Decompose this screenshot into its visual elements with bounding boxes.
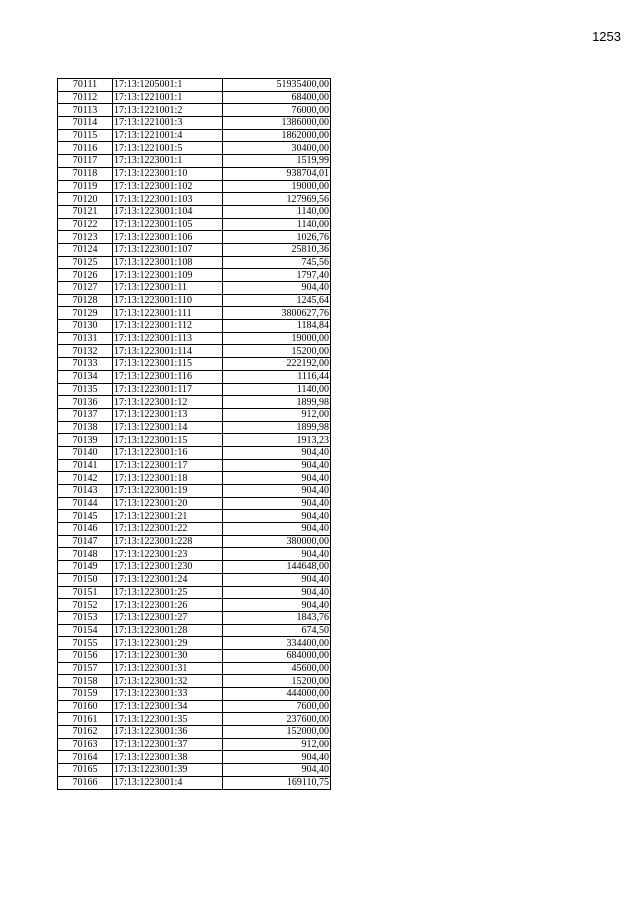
table-row [58, 269, 331, 282]
table-row [58, 142, 331, 155]
cadastral-number-cell: 17:13:1223001:114 [113, 345, 223, 358]
row-number-cell: 70132 [58, 345, 113, 358]
cadastral-value-cell: 222192,00 [223, 358, 331, 371]
cadastral-number-cell: 17:13:1223001:106 [113, 231, 223, 244]
cadastral-value-cell: 912,00 [223, 738, 331, 751]
table-row [58, 396, 331, 409]
cadastral-number-cell: 17:13:1223001:29 [113, 637, 223, 650]
cadastral-number-cell: 17:13:1223001:13 [113, 408, 223, 421]
table-row [58, 523, 331, 536]
cadastral-number-cell: 17:13:1223001:102 [113, 180, 223, 193]
table-row [58, 218, 331, 231]
cadastral-number-cell: 17:13:1223001:112 [113, 320, 223, 333]
cadastral-number-cell: 17:13:1223001:25 [113, 586, 223, 599]
table-row [58, 243, 331, 256]
cadastral-number-cell: 17:13:1221001:4 [113, 129, 223, 142]
cadastral-value-cell: 15200,00 [223, 675, 331, 688]
row-number-cell: 70151 [58, 586, 113, 599]
cadastral-number-cell: 17:13:1223001:1 [113, 155, 223, 168]
cadastral-number-cell: 17:13:1223001:37 [113, 738, 223, 751]
table-row [58, 561, 331, 574]
cadastral-number-cell: 17:13:1223001:109 [113, 269, 223, 282]
cadastral-value-cell: 1026,76 [223, 231, 331, 244]
cadastral-value-cell: 904,40 [223, 764, 331, 777]
cadastral-number-cell: 17:13:1223001:20 [113, 497, 223, 510]
row-number-cell: 70157 [58, 662, 113, 675]
cadastral-number-cell: 17:13:1221001:5 [113, 142, 223, 155]
table-row [58, 167, 331, 180]
table-row [58, 472, 331, 485]
cadastral-number-cell: 17:13:1223001:18 [113, 472, 223, 485]
row-number-cell: 70144 [58, 497, 113, 510]
cadastral-value-cell: 76000,00 [223, 104, 331, 117]
row-number-cell: 70165 [58, 764, 113, 777]
cadastral-value-cell: 904,40 [223, 510, 331, 523]
cadastral-number-cell: 17:13:1223001:230 [113, 561, 223, 574]
table-row [58, 256, 331, 269]
row-number-cell: 70130 [58, 320, 113, 333]
row-number-cell: 70122 [58, 218, 113, 231]
cadastral-number-cell: 17:13:1223001:32 [113, 675, 223, 688]
table-row [58, 459, 331, 472]
table-row [58, 370, 331, 383]
table-row [58, 637, 331, 650]
cadastral-value-cell: 1899,98 [223, 396, 331, 409]
cadastral-number-cell: 17:13:1223001:15 [113, 434, 223, 447]
cadastral-value-cell: 904,40 [223, 599, 331, 612]
cadastral-number-cell: 17:13:1223001:108 [113, 256, 223, 269]
row-number-cell: 70160 [58, 700, 113, 713]
cadastral-number-cell: 17:13:1223001:17 [113, 459, 223, 472]
row-number-cell: 70164 [58, 751, 113, 764]
cadastral-value-cell: 30400,00 [223, 142, 331, 155]
cadastral-number-cell: 17:13:1223001:228 [113, 535, 223, 548]
row-number-cell: 70134 [58, 370, 113, 383]
cadastral-value-cell: 3800627,76 [223, 307, 331, 320]
table-row [58, 117, 331, 130]
row-number-cell: 70139 [58, 434, 113, 447]
cadastral-number-cell: 17:13:1223001:113 [113, 332, 223, 345]
table-row [58, 624, 331, 637]
cadastral-number-cell: 17:13:1223001:30 [113, 649, 223, 662]
table-row [58, 307, 331, 320]
row-number-cell: 70136 [58, 396, 113, 409]
table-row [58, 91, 331, 104]
cadastral-value-cell: 380000,00 [223, 535, 331, 548]
cadastral-value-cell: 444000,00 [223, 688, 331, 701]
cadastral-number-cell: 17:13:1223001:14 [113, 421, 223, 434]
cadastral-number-cell: 17:13:1223001:34 [113, 700, 223, 713]
table-row [58, 446, 331, 459]
row-number-cell: 70141 [58, 459, 113, 472]
row-number-cell: 70161 [58, 713, 113, 726]
row-number-cell: 70148 [58, 548, 113, 561]
cadastral-number-cell: 17:13:1221001:3 [113, 117, 223, 130]
row-number-cell: 70124 [58, 243, 113, 256]
table-row [58, 320, 331, 333]
cadastral-number-cell: 17:13:1223001:23 [113, 548, 223, 561]
row-number-cell: 70154 [58, 624, 113, 637]
cadastral-value-cell: 1184,84 [223, 320, 331, 333]
cadastral-number-cell: 17:13:1223001:110 [113, 294, 223, 307]
row-number-cell: 70113 [58, 104, 113, 117]
row-number-cell: 70152 [58, 599, 113, 612]
table-row [58, 599, 331, 612]
cadastral-value-cell: 904,40 [223, 548, 331, 561]
table-row [58, 535, 331, 548]
table-row [58, 155, 331, 168]
row-number-cell: 70147 [58, 535, 113, 548]
table-row [58, 434, 331, 447]
cadastral-value-cell: 684000,00 [223, 649, 331, 662]
cadastral-value-cell: 904,40 [223, 446, 331, 459]
row-number-cell: 70150 [58, 573, 113, 586]
table-row [58, 205, 331, 218]
cadastral-number-cell: 17:13:1223001:19 [113, 485, 223, 498]
row-number-cell: 70118 [58, 167, 113, 180]
cadastral-number-cell: 17:13:1223001:10 [113, 167, 223, 180]
cadastral-number-cell: 17:13:1223001:12 [113, 396, 223, 409]
cadastral-number-cell: 17:13:1223001:21 [113, 510, 223, 523]
cadastral-number-cell: 17:13:1223001:28 [113, 624, 223, 637]
cadastral-value-cell: 904,40 [223, 282, 331, 295]
cadastral-value-cell: 904,40 [223, 523, 331, 536]
cadastral-number-cell: 17:13:1223001:104 [113, 205, 223, 218]
table-row [58, 129, 331, 142]
table-row [58, 497, 331, 510]
cadastral-value-cell: 152000,00 [223, 726, 331, 739]
table-row [58, 751, 331, 764]
cadastral-value-cell: 169110,75 [223, 776, 331, 789]
cadastral-number-cell: 17:13:1221001:2 [113, 104, 223, 117]
cadastral-value-cell: 51935400,00 [223, 79, 331, 92]
cadastral-number-cell: 17:13:1223001:39 [113, 764, 223, 777]
row-number-cell: 70125 [58, 256, 113, 269]
cadastral-number-cell: 17:13:1223001:4 [113, 776, 223, 789]
table-row [58, 738, 331, 751]
cadastral-value-table [57, 78, 331, 790]
table-row [58, 79, 331, 92]
cadastral-number-cell: 17:13:1223001:31 [113, 662, 223, 675]
cadastral-value-cell: 334400,00 [223, 637, 331, 650]
cadastral-value-cell: 7600,00 [223, 700, 331, 713]
cadastral-value-cell: 45600,00 [223, 662, 331, 675]
row-number-cell: 70135 [58, 383, 113, 396]
cadastral-number-cell: 17:13:1223001:103 [113, 193, 223, 206]
cadastral-value-cell: 68400,00 [223, 91, 331, 104]
table-row [58, 231, 331, 244]
cadastral-number-cell: 17:13:1223001:35 [113, 713, 223, 726]
cadastral-value-cell: 127969,56 [223, 193, 331, 206]
cadastral-value-cell: 904,40 [223, 459, 331, 472]
table-row [58, 688, 331, 701]
row-number-cell: 70149 [58, 561, 113, 574]
row-number-cell: 70115 [58, 129, 113, 142]
cadastral-value-cell: 1140,00 [223, 205, 331, 218]
table-row [58, 282, 331, 295]
cadastral-number-cell: 17:13:1223001:24 [113, 573, 223, 586]
table-row [58, 345, 331, 358]
row-number-cell: 70121 [58, 205, 113, 218]
cadastral-number-cell: 17:13:1223001:22 [113, 523, 223, 536]
cadastral-number-cell: 17:13:1223001:117 [113, 383, 223, 396]
page-number: 1253 [592, 29, 621, 44]
cadastral-number-cell: 17:13:1223001:38 [113, 751, 223, 764]
row-number-cell: 70131 [58, 332, 113, 345]
row-number-cell: 70162 [58, 726, 113, 739]
cadastral-value-cell: 19000,00 [223, 332, 331, 345]
table-row [58, 700, 331, 713]
cadastral-value-cell: 1899,98 [223, 421, 331, 434]
cadastral-number-cell: 17:13:1223001:27 [113, 611, 223, 624]
table-row [58, 548, 331, 561]
table-row [58, 421, 331, 434]
cadastral-value-cell: 1116,44 [223, 370, 331, 383]
cadastral-number-cell: 17:13:1223001:26 [113, 599, 223, 612]
cadastral-value-cell: 1140,00 [223, 218, 331, 231]
cadastral-value-cell: 237600,00 [223, 713, 331, 726]
table-row [58, 510, 331, 523]
cadastral-value-cell: 1140,00 [223, 383, 331, 396]
row-number-cell: 70155 [58, 637, 113, 650]
cadastral-value-cell: 912,00 [223, 408, 331, 421]
row-number-cell: 70114 [58, 117, 113, 130]
cadastral-number-cell: 17:13:1223001:111 [113, 307, 223, 320]
cadastral-number-cell: 17:13:1223001:107 [113, 243, 223, 256]
table-row [58, 649, 331, 662]
row-number-cell: 70137 [58, 408, 113, 421]
row-number-cell: 70128 [58, 294, 113, 307]
table-row [58, 104, 331, 117]
cadastral-value-cell: 904,40 [223, 497, 331, 510]
cadastral-value-cell: 938704,01 [223, 167, 331, 180]
cadastral-number-cell: 17:13:1223001:33 [113, 688, 223, 701]
row-number-cell: 70126 [58, 269, 113, 282]
cadastral-value-cell: 19000,00 [223, 180, 331, 193]
cadastral-value-cell: 904,40 [223, 472, 331, 485]
row-number-cell: 70112 [58, 91, 113, 104]
row-number-cell: 70140 [58, 446, 113, 459]
row-number-cell: 70153 [58, 611, 113, 624]
cadastral-value-cell: 674,50 [223, 624, 331, 637]
table-row [58, 332, 331, 345]
cadastral-number-cell: 17:13:1223001:36 [113, 726, 223, 739]
row-number-cell: 70158 [58, 675, 113, 688]
cadastral-number-cell: 17:13:1221001:1 [113, 91, 223, 104]
row-number-cell: 70133 [58, 358, 113, 371]
row-number-cell: 70146 [58, 523, 113, 536]
cadastral-number-cell: 17:13:1205001:1 [113, 79, 223, 92]
cadastral-value-cell: 904,40 [223, 573, 331, 586]
table-row [58, 383, 331, 396]
table-row [58, 180, 331, 193]
table-row [58, 193, 331, 206]
cadastral-number-cell: 17:13:1223001:16 [113, 446, 223, 459]
row-number-cell: 70129 [58, 307, 113, 320]
row-number-cell: 70138 [58, 421, 113, 434]
table-row [58, 764, 331, 777]
table-row [58, 573, 331, 586]
row-number-cell: 70127 [58, 282, 113, 295]
table-row [58, 485, 331, 498]
cadastral-value-cell: 1797,40 [223, 269, 331, 282]
table-row [58, 662, 331, 675]
cadastral-value-cell: 745,56 [223, 256, 331, 269]
cadastral-value-cell: 1245,64 [223, 294, 331, 307]
row-number-cell: 70119 [58, 180, 113, 193]
cadastral-value-cell: 1862000,00 [223, 129, 331, 142]
row-number-cell: 70116 [58, 142, 113, 155]
cadastral-number-cell: 17:13:1223001:116 [113, 370, 223, 383]
cadastral-value-cell: 144648,00 [223, 561, 331, 574]
row-number-cell: 70120 [58, 193, 113, 206]
cadastral-number-cell: 17:13:1223001:105 [113, 218, 223, 231]
cadastral-value-cell: 1913,23 [223, 434, 331, 447]
table-row [58, 726, 331, 739]
table-row [58, 294, 331, 307]
row-number-cell: 70163 [58, 738, 113, 751]
cadastral-value-cell: 25810,36 [223, 243, 331, 256]
row-number-cell: 70143 [58, 485, 113, 498]
row-number-cell: 70156 [58, 649, 113, 662]
row-number-cell: 70142 [58, 472, 113, 485]
row-number-cell: 70111 [58, 79, 113, 92]
cadastral-number-cell: 17:13:1223001:115 [113, 358, 223, 371]
row-number-cell: 70166 [58, 776, 113, 789]
cadastral-value-cell: 904,40 [223, 485, 331, 498]
row-number-cell: 70123 [58, 231, 113, 244]
cadastral-value-cell: 1386000,00 [223, 117, 331, 130]
table-row [58, 675, 331, 688]
cadastral-number-cell: 17:13:1223001:11 [113, 282, 223, 295]
row-number-cell: 70145 [58, 510, 113, 523]
table-row [58, 358, 331, 371]
cadastral-value-cell: 15200,00 [223, 345, 331, 358]
cadastral-value-cell: 1843,76 [223, 611, 331, 624]
cadastral-value-cell: 1519,99 [223, 155, 331, 168]
row-number-cell: 70159 [58, 688, 113, 701]
cadastral-value-cell: 904,40 [223, 751, 331, 764]
table-row [58, 611, 331, 624]
table-row [58, 776, 331, 789]
cadastral-value-cell: 904,40 [223, 586, 331, 599]
table-row [58, 713, 331, 726]
table-row [58, 586, 331, 599]
table-row [58, 408, 331, 421]
table-body [58, 79, 331, 790]
row-number-cell: 70117 [58, 155, 113, 168]
